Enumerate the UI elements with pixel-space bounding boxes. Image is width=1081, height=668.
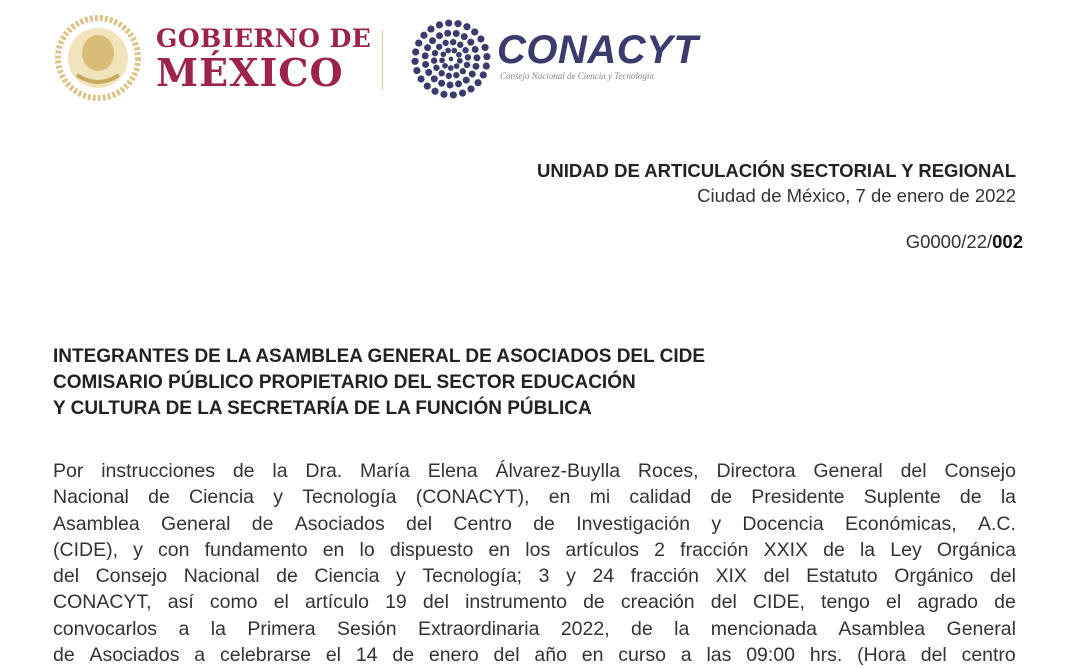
word: María	[360, 460, 410, 482]
word: y	[396, 565, 406, 588]
word: A.C.	[977, 512, 1016, 535]
logo-divider	[382, 30, 383, 90]
word: a	[178, 617, 190, 640]
place-date: Ciudad de México, 7 de enero de 2022	[697, 185, 1016, 206]
word: Extraordinaria	[418, 617, 540, 640]
logo-dot	[436, 44, 442, 50]
logo-dot	[422, 61, 429, 68]
word: del	[763, 565, 790, 588]
word: de	[823, 538, 845, 561]
logo-dot	[431, 57, 437, 63]
logo-dot	[442, 40, 448, 46]
logo-dot	[456, 52, 462, 58]
word: 2022,	[560, 617, 610, 640]
logo-dot	[436, 21, 443, 28]
word: a	[680, 644, 692, 667]
word: del	[900, 460, 927, 482]
body-line	[53, 458, 1016, 484]
word: y	[566, 565, 576, 588]
word: 09:00	[746, 644, 795, 667]
logo-dot	[454, 63, 460, 69]
word: dispuesto	[389, 538, 474, 561]
body-line	[53, 563, 1016, 589]
word: en	[581, 644, 604, 667]
logo-dot	[474, 79, 481, 86]
word: de	[583, 591, 605, 614]
word: Nacional	[183, 565, 260, 588]
word: el	[273, 591, 289, 614]
logo-dot	[411, 58, 418, 65]
word: Orgánico	[894, 565, 974, 588]
logo-dot	[438, 80, 445, 87]
word: XXIX	[763, 538, 808, 561]
logo-dot	[445, 48, 451, 54]
logo-dot	[424, 44, 431, 51]
word: Económicas,	[845, 512, 957, 535]
logo-dot	[483, 53, 490, 60]
word: Presidente	[751, 486, 845, 509]
word: fracción	[630, 565, 699, 588]
word: Suplente	[863, 486, 941, 509]
logo-dot	[440, 91, 447, 98]
word: Sesión	[337, 617, 397, 640]
word: Nacional	[53, 486, 129, 509]
logo-dot	[472, 63, 479, 70]
logo-dot	[467, 85, 474, 92]
word: Primera	[247, 617, 316, 640]
word: (Hora	[857, 644, 906, 667]
word: (CIDE),	[53, 538, 118, 561]
word: del	[422, 591, 449, 614]
logo-dot	[461, 33, 468, 40]
logo-dot	[457, 58, 463, 64]
logo-dot	[440, 51, 446, 57]
word: año	[534, 644, 567, 667]
logo-dot	[477, 35, 484, 42]
word: calidad	[629, 486, 692, 509]
word: artículos	[565, 538, 640, 561]
logo-dot	[457, 42, 463, 48]
logo-dot	[459, 89, 466, 96]
word: del	[406, 512, 433, 535]
logo-dot	[412, 48, 419, 55]
logo-dot	[483, 62, 490, 69]
conacyt-dots-logo-icon	[408, 16, 494, 102]
logo-dot	[447, 81, 454, 88]
logo-dot	[448, 65, 454, 71]
word: Por	[53, 460, 84, 482]
logo-dot	[480, 71, 487, 78]
word: enero	[428, 644, 479, 667]
logo-dot	[432, 50, 438, 56]
word: a	[194, 644, 206, 667]
word: de	[232, 460, 255, 482]
word: Dra.	[305, 460, 343, 482]
word: 2	[654, 538, 666, 561]
logo-dot	[431, 88, 438, 95]
logo-dot	[446, 73, 452, 79]
logo-dot	[464, 62, 470, 68]
logo-dot	[439, 70, 445, 76]
coat-of-arms-seal-logo	[55, 15, 141, 101]
word: Investigación	[576, 512, 691, 535]
logo-dot	[465, 54, 471, 60]
word: agrado	[917, 591, 979, 614]
logo-dot	[449, 57, 453, 61]
word: 19	[385, 591, 407, 614]
word: las	[706, 644, 732, 667]
word: Directora	[716, 460, 796, 482]
logo-dot	[439, 57, 445, 63]
letter-body	[53, 458, 1016, 668]
word: del	[920, 644, 947, 667]
word: creación	[620, 591, 695, 614]
word: Asociados	[89, 644, 180, 667]
logo-dot	[431, 75, 438, 82]
word: en	[548, 486, 571, 509]
word: 14	[355, 644, 378, 667]
word: y	[711, 512, 722, 535]
word: de	[392, 644, 415, 667]
word: del	[53, 565, 80, 588]
word: y	[273, 486, 283, 509]
word: así	[167, 591, 194, 614]
word: Roces,	[637, 460, 699, 482]
word: Asociados	[294, 512, 385, 535]
addressee-line: COMISARIO PÚBLICO PROPIETARIO DEL SECTOR EDUCACIÓN	[53, 372, 636, 393]
word: fracción	[680, 538, 749, 561]
logo-dot	[422, 52, 429, 59]
unit-title: UNIDAD DE ARTICULACIÓN SECTORIAL Y REGIONAL	[537, 160, 1016, 181]
word: la	[674, 617, 690, 640]
word: General	[813, 460, 883, 482]
word: Elena	[427, 460, 478, 482]
word: CIDE,	[752, 591, 805, 614]
word: Orgánica	[936, 538, 1016, 561]
word: instrucciones	[101, 460, 215, 482]
logo-dot	[463, 77, 470, 84]
word: centro	[961, 644, 1016, 667]
word: Consejo	[944, 460, 1016, 482]
logo-dot	[424, 82, 431, 89]
addressee-block	[53, 344, 705, 422]
logo-dot	[445, 19, 452, 26]
word: del	[710, 591, 737, 614]
logo-dot	[417, 75, 424, 82]
word: la	[210, 617, 226, 640]
addressee-line: INTEGRANTES DE LA ASAMBLEA GENERAL DE ASOCIADOS DEL CIDE	[53, 346, 706, 367]
body-line	[53, 511, 1016, 537]
logo-dot	[451, 48, 457, 54]
word: artículo	[305, 591, 369, 614]
word: de	[533, 512, 555, 535]
logo-dot	[442, 63, 448, 69]
reference-number	[906, 231, 1023, 253]
logo-dot	[472, 46, 479, 53]
word: Tecnología	[302, 486, 397, 509]
word: la	[1000, 486, 1016, 509]
word: Ciencia	[189, 486, 255, 509]
word: (CONACYT),	[415, 486, 530, 509]
word: la	[272, 460, 288, 482]
logo-dot	[427, 25, 434, 32]
body-line	[53, 616, 1016, 642]
word: Asamblea	[53, 512, 140, 535]
word: Ley	[890, 538, 922, 561]
word: fundamento	[204, 538, 308, 561]
word: General	[161, 512, 231, 535]
word: de	[994, 591, 1016, 614]
word: de	[710, 486, 733, 509]
body-line	[53, 642, 1016, 668]
word: y	[133, 538, 143, 561]
word: Ciencia	[314, 565, 380, 588]
logo-dot	[453, 30, 460, 37]
body-line	[53, 484, 1016, 510]
logo-dot	[481, 44, 488, 51]
word: el	[885, 591, 902, 614]
word: 24	[592, 565, 615, 588]
word: Centro	[453, 512, 512, 535]
word: celebrarse	[219, 644, 312, 667]
conacyt-subtitle: Consejo Nacional de Ciencia y Tecnología	[500, 71, 654, 81]
gobierno-de-mexico-logo-line2: MÉXICO	[156, 50, 344, 95]
logo-dot	[433, 65, 439, 71]
logo-dot	[420, 32, 427, 39]
word: XIX	[715, 565, 747, 588]
body-line	[53, 589, 1016, 615]
logo-dot	[473, 54, 480, 61]
word: mi	[589, 486, 611, 509]
gobierno-de-mexico-logo-line1: GOBIERNO DE	[156, 24, 372, 53]
word: Estatuto	[806, 565, 878, 588]
logo-dot	[460, 68, 466, 74]
word: del	[989, 565, 1016, 588]
word: Asamblea	[838, 617, 926, 640]
word: lo	[359, 538, 375, 561]
logo-dot	[453, 72, 459, 78]
word: en	[488, 538, 511, 561]
word: de	[959, 486, 982, 509]
word: como	[209, 591, 258, 614]
word: de	[631, 617, 653, 640]
word: el	[325, 644, 342, 667]
logo-dot	[469, 71, 476, 78]
word: de	[276, 565, 298, 588]
word: instrumento	[465, 591, 567, 614]
word: convocarlos	[53, 617, 158, 640]
word: con	[158, 538, 190, 561]
logo-dot	[429, 37, 436, 44]
word: tengo	[821, 591, 870, 614]
reference-suffix: 002	[992, 231, 1023, 252]
logo-dot	[455, 80, 462, 87]
logo-dot	[471, 28, 478, 35]
word: Tecnología;	[422, 565, 523, 588]
word: de	[53, 644, 75, 667]
word: General	[946, 617, 1016, 640]
logo-dot	[415, 39, 422, 46]
word: mencionada	[710, 617, 817, 640]
word: Consejo	[95, 565, 168, 588]
logo-dot	[462, 47, 468, 53]
word: 3	[538, 565, 550, 588]
word: de	[148, 486, 170, 509]
logo-dot	[463, 23, 470, 30]
word: CONACYT,	[53, 591, 152, 614]
word: hrs.	[809, 644, 843, 667]
logo-dot	[444, 30, 451, 37]
logo-dot	[450, 39, 456, 45]
body-line	[53, 537, 1016, 563]
logo-dot	[454, 20, 461, 27]
conacyt-logo-text: CONACYT	[497, 28, 699, 72]
addressee-line: Y CULTURA DE LA SECRETARÍA DE LA FUNCIÓN PÚBLICA	[53, 398, 592, 419]
reference-prefix: G0000/22/	[905, 231, 993, 252]
word: del	[493, 644, 520, 667]
word: en	[322, 538, 345, 561]
logo-dot	[425, 69, 432, 76]
word: curso	[618, 644, 666, 667]
logo-dot	[413, 67, 420, 74]
word: Docencia	[742, 512, 824, 535]
logo-dot	[467, 39, 474, 46]
word: los	[525, 538, 551, 561]
word: la	[859, 538, 876, 561]
word: de	[251, 512, 274, 535]
word: Álvarez-Buylla	[495, 460, 621, 482]
logo-dot	[436, 32, 443, 39]
logo-dot	[450, 91, 457, 98]
